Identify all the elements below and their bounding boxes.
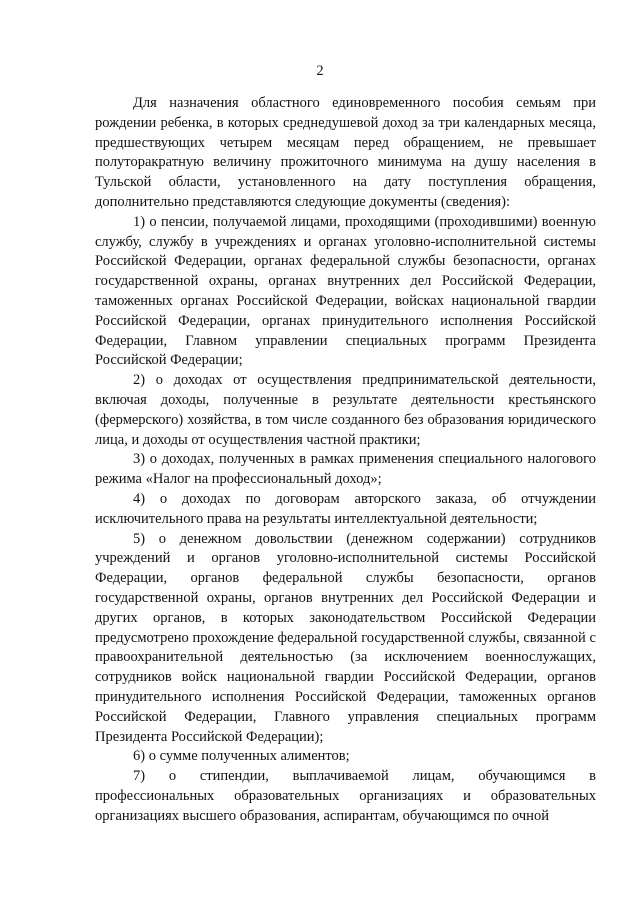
page-number: 2 (316, 63, 324, 79)
list-item-7-scholarship: 7) о стипендии, выплачиваемой лицам, обучающимся в профессиональных образовательных организациях и образовательных организациях высшего образования, аспирантам, обучающимся по очной (95, 768, 596, 824)
document-body (95, 94, 596, 826)
list-item-2-business-income: 2) о доходах от осуществления предпринимательской деятельности, включая доходы, полученные в результате деятельности крестьянского (фермерского) хозяйства, в том числе созданного без образования юридического лица, и доходы от осуществления частной практики; (95, 372, 596, 448)
list-item-6-alimony: 6) о сумме полученных алиментов; (133, 748, 350, 765)
list-item-1-pension: 1) о пенсии, получаемой лицами, проходящими (проходившими) военную службу, службу в учреждениях и органах уголовно-исполнительной системы Российской Федерации, органах федеральной службы безопасности, органах государственной охраны, органах внутренних дел Российской Федерации, таможенных органах Российской Федерации, войсках национальной гвардии Российской Федерации, органах принудительного исполнения Российской Федерации, Главном управлении специальных программ Президента Российской Федерации; (95, 213, 596, 369)
paragraph-intro: Для назначения областного единовременного пособия семьям при рождении ребенка, в которых среднедушевой доход за три календарных месяца, предшествующих четырем месяцам перед обращением, не превышает полуторакратную величину прожиточного минимума на душу населения в Тульской области, установленного на дату поступления обращения, дополнительно представляются следующие документы (сведения): (95, 95, 596, 210)
list-item-5-monetary-allowance: 5) о денежном довольствии (денежном содержании) сотрудников учреждений и органов уголовно-исполнительной системы Российской Федерации, органов федеральной службы безопасности, органов государственной охраны, органов внутренних дел Российской Федерации и других органов, в которых законодательством Российской Федерации предусмотрено прохождение федеральной государственной службы, связанной с правоохранительной деятельностью (за исключением военнослужащих, сотрудников войск национальной гвардии Российской Федерации, органов принудительного исполнения Российской Федерации, таможенных органов Российской Федерации, Главного управления специальных программ Президента Российской Федерации); (95, 530, 596, 745)
list-item-3-professional-income-tax: 3) о доходах, полученных в рамках применения специального налогового режима «Налог на профессиональный доход»; (95, 451, 596, 488)
list-item-4-author-contracts: 4) о доходах по договорам авторского заказа, об отчуждении исключительного права на результаты интеллектуальной деятельности; (95, 490, 596, 527)
